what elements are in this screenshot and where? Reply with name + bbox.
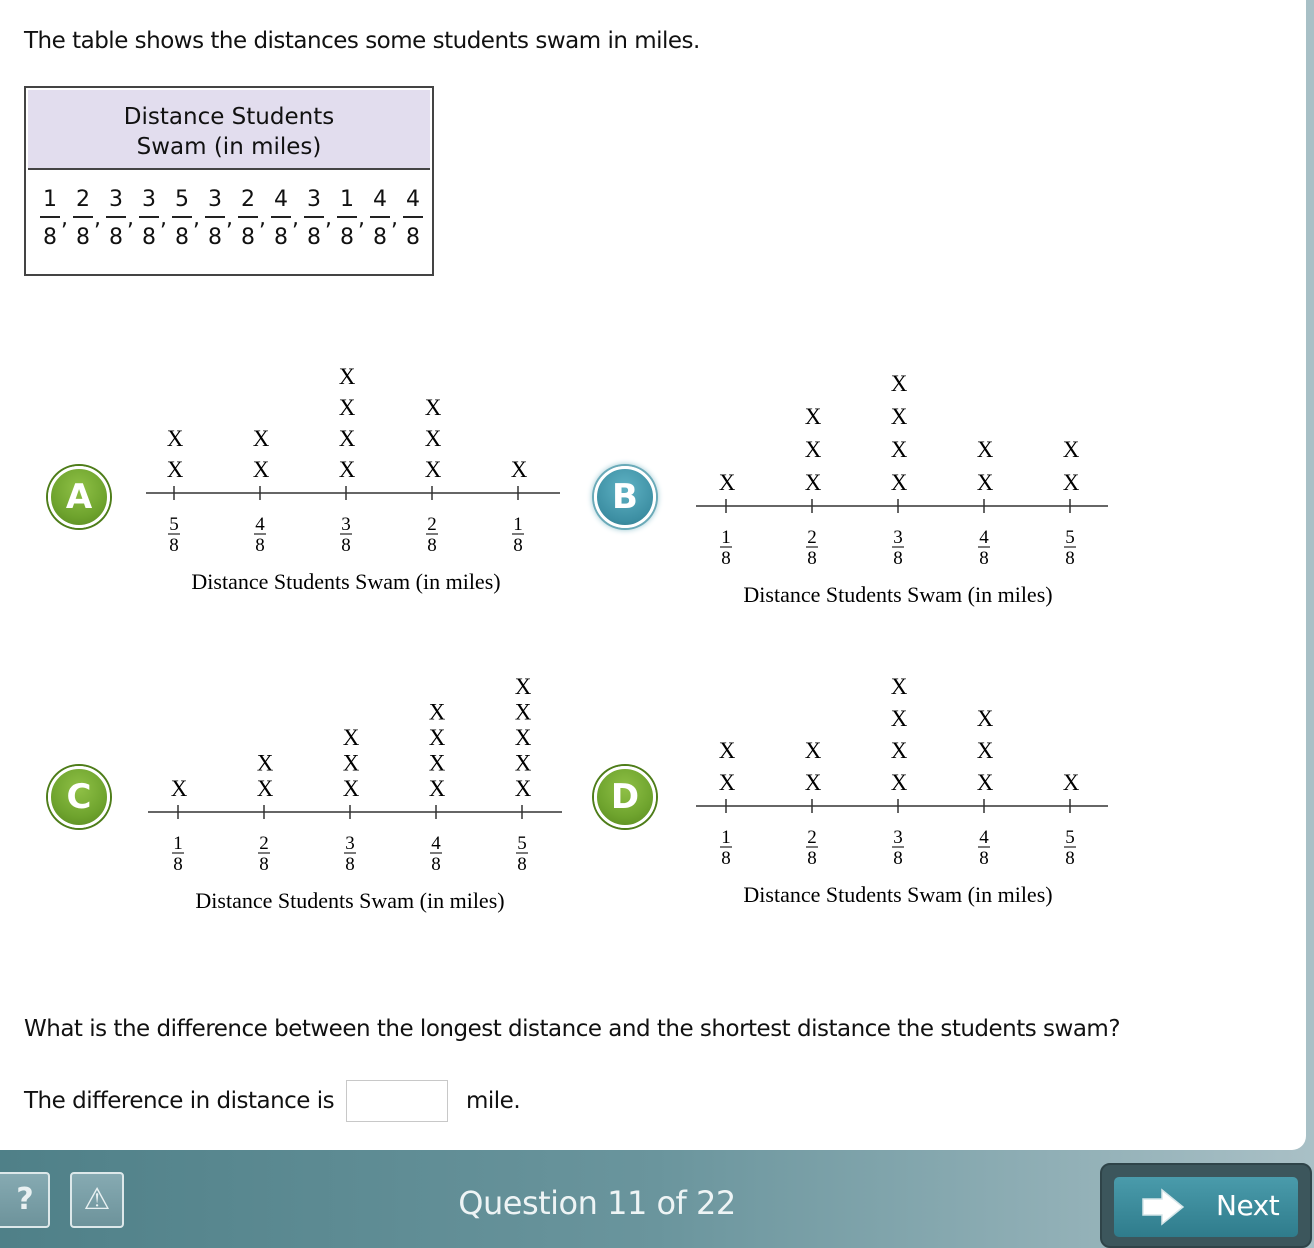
x-mark: X [338,364,356,389]
option-a-dot-plot[interactable] [140,350,570,600]
table-fraction [205,188,225,250]
x-mark: X [976,706,994,731]
tick-label-denominator: 8 [721,848,731,869]
x-mark: X [342,750,360,776]
option-d-letter: D [610,777,640,817]
x-mark: X [890,738,908,763]
answer-input[interactable] [346,1080,448,1122]
tick-label-numerator: 5 [169,514,179,535]
fraction-separator: , [127,206,134,231]
table-fraction [40,188,60,250]
tick-label-denominator: 8 [259,854,269,875]
x-mark: X [256,750,274,776]
right-arrow-icon [1140,1187,1186,1227]
table-fraction [370,188,390,250]
x-mark: X [804,470,822,495]
tick-label-numerator: 4 [431,833,441,854]
x-mark: X [718,770,736,795]
tick-label-numerator: 2 [427,514,437,535]
x-mark: X [514,776,532,801]
fraction-separator: , [193,206,200,231]
tick-label-numerator: 1 [173,833,183,854]
x-mark: X [170,776,188,801]
x-mark: X [804,404,822,429]
tick-label-denominator: 8 [893,548,903,569]
x-mark: X [890,437,908,462]
table-fraction [271,188,291,250]
fraction-numerator: 5 [172,188,192,218]
fraction-numerator: 4 [271,188,291,218]
x-mark: X [166,426,184,451]
fraction-separator: , [325,206,332,231]
axis-label: Distance Students Swam (in miles) [191,569,501,594]
fraction-denominator: 8 [274,225,288,250]
x-mark: X [338,426,356,451]
x-mark: X [166,457,184,482]
x-mark: X [804,738,822,763]
tick-label-numerator: 3 [341,514,351,535]
fraction-denominator: 8 [43,225,57,250]
fraction-numerator: 3 [304,188,324,218]
table-values-row [34,188,424,258]
x-mark: X [976,437,994,462]
x-mark: X [1062,770,1080,795]
table-header [28,90,430,170]
x-mark: X [256,776,274,801]
option-c-letter: C [66,777,92,817]
tick-label-numerator: 3 [893,827,903,848]
axis-label: Distance Students Swam (in miles) [195,888,505,913]
x-mark: X [428,750,446,776]
next-button-frame [1100,1163,1312,1248]
option-c-button[interactable] [48,766,110,828]
x-mark: X [252,426,270,451]
x-mark: X [510,457,528,482]
question-counter: Question 11 of 22 [458,1184,736,1222]
fraction-numerator: 4 [403,188,423,218]
x-mark: X [890,706,908,731]
x-mark: X [514,750,532,776]
x-mark: X [514,725,532,750]
x-mark: X [514,699,532,725]
tick-label-denominator: 8 [979,548,989,569]
fraction-numerator: 1 [337,188,357,218]
fraction-numerator: 2 [238,188,258,218]
x-mark: X [890,470,908,495]
tick-label-denominator: 8 [173,854,183,875]
fraction-denominator: 8 [142,225,156,250]
fraction-separator: , [61,206,68,231]
x-mark: X [424,395,442,420]
tick-label-numerator: 4 [979,827,989,848]
fraction-separator: , [259,206,266,231]
x-mark: X [1062,437,1080,462]
tick-label-denominator: 8 [1065,848,1075,869]
tick-label-numerator: 4 [255,514,265,535]
option-a-button[interactable] [48,466,110,528]
fraction-numerator: 1 [40,188,60,218]
x-mark: X [804,437,822,462]
x-mark: X [428,776,446,801]
tick-label-numerator: 2 [807,527,817,548]
fraction-numerator: 3 [205,188,225,218]
fraction-denominator: 8 [241,225,255,250]
x-mark: X [338,457,356,482]
question-prompt: The table shows the distances some students swam in miles. [24,28,700,54]
next-button[interactable] [1114,1177,1298,1237]
fraction-denominator: 8 [76,225,90,250]
option-b-letter: B [612,477,638,517]
distance-table [24,86,434,276]
x-mark: X [718,470,736,495]
x-mark: X [252,457,270,482]
tick-label-denominator: 8 [345,854,355,875]
tick-label-numerator: 3 [345,833,355,854]
tick-label-denominator: 8 [341,535,351,556]
tick-label-denominator: 8 [169,535,179,556]
tick-label-numerator: 2 [807,827,817,848]
table-fraction [403,188,423,250]
tick-label-denominator: 8 [807,848,817,869]
fraction-denominator: 8 [406,225,420,250]
tick-label-numerator: 2 [259,833,269,854]
x-mark: X [890,770,908,795]
fraction-numerator: 3 [106,188,126,218]
fraction-denominator: 8 [208,225,222,250]
tick-label-denominator: 8 [255,535,265,556]
tick-label-numerator: 5 [517,833,527,854]
fraction-denominator: 8 [340,225,354,250]
tick-label-denominator: 8 [427,535,437,556]
tick-label-numerator: 5 [1065,827,1075,848]
axis-label: Distance Students Swam (in miles) [743,882,1053,907]
fraction-separator: , [391,206,398,231]
option-d-dot-plot[interactable] [690,664,1120,914]
x-mark: X [428,699,446,725]
fraction-numerator: 4 [370,188,390,218]
table-fraction [139,188,159,250]
fraction-denominator: 8 [307,225,321,250]
x-mark: X [342,725,360,750]
x-mark: X [976,770,994,795]
table-fraction [73,188,93,250]
fraction-separator: , [94,206,101,231]
tick-label-denominator: 8 [517,854,527,875]
x-mark: X [976,470,994,495]
fraction-separator: , [358,206,365,231]
next-label: Next [1216,1189,1280,1222]
x-mark: X [804,770,822,795]
fraction-separator: , [292,206,299,231]
answer-prefix: The difference in distance is [24,1088,335,1114]
fraction-denominator: 8 [373,225,387,250]
table-fraction [238,188,258,250]
option-c-dot-plot[interactable] [140,656,570,926]
fraction-numerator: 2 [73,188,93,218]
tick-label-denominator: 8 [1065,548,1075,569]
table-fraction [172,188,192,250]
table-fraction [304,188,324,250]
x-mark: X [890,404,908,429]
tick-label-numerator: 5 [1065,527,1075,548]
table-header-line-2: Swam (in miles) [136,134,322,160]
option-d-button[interactable] [594,766,656,828]
tick-label-numerator: 4 [979,527,989,548]
question-text: What is the difference between the longest distance and the shortest distance the students swam? [24,1016,1121,1042]
table-fraction [106,188,126,250]
tick-label-numerator: 1 [721,527,731,548]
x-mark: X [424,426,442,451]
x-mark: X [428,725,446,750]
warning-triangle-icon: ⚠ [83,1182,111,1217]
x-mark: X [342,776,360,801]
x-mark: X [514,674,532,699]
fraction-separator: , [226,206,233,231]
question-mark-icon: ? [16,1182,34,1217]
tick-label-numerator: 3 [893,527,903,548]
tick-label-denominator: 8 [721,548,731,569]
x-mark: X [976,738,994,763]
x-mark: X [890,371,908,396]
answer-suffix: mile. [466,1088,521,1114]
tick-label-numerator: 1 [513,514,523,535]
tick-label-denominator: 8 [431,854,441,875]
option-b-dot-plot[interactable] [690,364,1120,614]
x-mark: X [424,457,442,482]
option-a-letter: A [65,477,93,517]
tick-label-numerator: 1 [721,827,731,848]
x-mark: X [718,738,736,763]
x-mark: X [1062,470,1080,495]
tick-label-denominator: 8 [807,548,817,569]
x-mark: X [338,395,356,420]
fraction-separator: , [160,206,167,231]
tick-label-denominator: 8 [513,535,523,556]
x-mark: X [890,674,908,699]
fraction-denominator: 8 [109,225,123,250]
axis-label: Distance Students Swam (in miles) [743,582,1053,607]
fraction-numerator: 3 [139,188,159,218]
tick-label-denominator: 8 [893,848,903,869]
fraction-denominator: 8 [175,225,189,250]
tick-label-denominator: 8 [979,848,989,869]
table-fraction [337,188,357,250]
option-b-button[interactable] [594,466,656,528]
table-header-line-1: Distance Students [123,104,335,130]
